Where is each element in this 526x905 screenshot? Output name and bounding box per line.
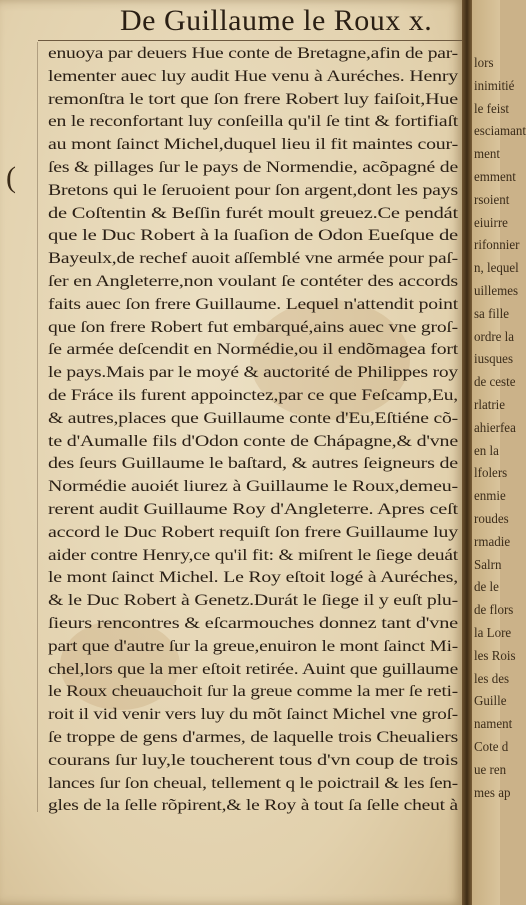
text-line: ſe troppe de gens d'armes, de laquelle trois Cheualiers	[48, 728, 458, 746]
text-line: remonſtra le tort que ſon frere Robert luy faiſoit,Hue	[48, 90, 458, 108]
facing-page-fragment: de ceste	[474, 373, 516, 390]
header-rule	[38, 40, 466, 41]
text-line: des ſeurs Guillaume le baſtard, & autres ſeigneurs de	[48, 455, 458, 473]
text-line: courans ſur luy,le toucherent tous d'vn coup de trois	[48, 751, 458, 769]
facing-page-fragment: les des	[474, 670, 510, 686]
facing-page-fragment: rmadie	[474, 533, 511, 550]
facing-page-fragment: esciamant	[474, 122, 526, 139]
text-line: le pays.Mais par le moyé & auctorité de Philippes roy	[48, 364, 459, 382]
facing-page-fragment: inimitié	[474, 77, 515, 94]
facing-page-fragment: mes ap	[474, 784, 511, 800]
facing-page-fragment: de le	[474, 578, 499, 595]
text-line: que ſon frere Robert fut embarqué,ains auec vne groſ-	[48, 318, 458, 336]
text-line: aider contre Henry,ce qu'il fit: & miſrent le ſiege deuát	[48, 546, 458, 564]
facing-page-fragment: le feist	[474, 100, 510, 116]
text-line: & le Duc Robert à Genetz.Durát le ſiege il y euſt plu-	[48, 592, 459, 610]
facing-page-fragment: eiuirre	[474, 214, 508, 230]
text-line: en le reconfortant luy conſeilla qu'il ſe tint & fortifiaſt	[48, 113, 458, 131]
text-line: Bretons qui le ſeruoient pour ſon argent,dont les pays	[48, 181, 458, 199]
text-line: chel,lors que la mer eſtoit retirée. Auint que guillaume	[48, 660, 458, 678]
facing-page-fragment: ordre la	[474, 328, 515, 344]
text-line: le Roux cheuauchoit ſur la greue comme la mer ſe reti-	[48, 683, 458, 701]
facing-page-fragment: rlatrie	[474, 396, 506, 413]
facing-page-edge	[472, 0, 526, 905]
text-line: rerent audit Guillaume Roy d'Angleterre. Apres ceſt	[48, 500, 458, 518]
text-line: Normédie auoiét liurez à Guillaume le Roux,demeu-	[48, 478, 458, 496]
running-head: De Guillaume le Roux x.	[120, 4, 433, 37]
facing-page-fragment: lfolers	[474, 464, 508, 481]
facing-page-fragment: Cote d	[474, 738, 509, 755]
facing-page-fragment: emment	[474, 168, 516, 185]
text-line: que le Duc Robert à la ſuaſion de Odon Eueſque de	[48, 227, 458, 245]
facing-page-fragment: la Lore	[474, 624, 512, 641]
facing-page-fragment: rifonnier	[474, 236, 520, 253]
facing-page-fragment: les Rois	[474, 647, 516, 664]
facing-page-fragment: de flors	[474, 601, 514, 618]
facing-page-text	[472, 52, 526, 804]
facing-page-fragment: iusques	[474, 350, 513, 367]
text-line: Bayeulx,de rechef auoit aſſemblé vne armée pour paſ-	[48, 250, 458, 268]
text-line: & autres,places que Guillaume conte d'Eu,Eſtiéne cõ-	[48, 409, 458, 427]
facing-page-fragment: sa fille	[474, 305, 510, 322]
margin-rule	[37, 42, 38, 812]
facing-page-fragment: roudes	[474, 510, 509, 527]
facing-page-fragment: n, lequel	[474, 259, 519, 276]
text-line: ſes & pillages ſur le pays de Normendie, acõpagné de	[48, 158, 458, 176]
facing-page-fragment: en la	[474, 442, 499, 458]
facing-page-fragment: rsoient	[474, 191, 510, 208]
facing-page-fragment: uillemes	[474, 282, 519, 299]
text-line: de Coſtentin & Beſſin furét moult greuez.Ce pendát	[48, 204, 458, 222]
facing-page-fragment: Salrn	[474, 556, 502, 572]
text-line: gles de la ſelle rõpirent,& le Roy à tout ſa ſelle cheut à	[48, 797, 459, 815]
text-line: ſer en Angleterre,non voulant ſe contéter des accords	[48, 272, 458, 290]
body-text	[48, 43, 472, 818]
facing-page-fragment: ahierfea	[474, 419, 516, 436]
text-line: ſieurs rencontres & eſcarmouches donnez tant d'vne	[48, 614, 458, 632]
facing-page-fragment: Guille	[474, 692, 507, 709]
text-line: ſe armée deſcendit en Normédie,ou il endõmagea fort	[48, 341, 458, 359]
text-line: lementer auec luy audit Hue venu à Auréches. Henry	[48, 67, 459, 85]
facing-page-fragment: ue ren	[474, 761, 507, 778]
text-line: roit il vid venir vers luy du mõt ſainct Michel vne groſ-	[48, 706, 458, 724]
book-gutter	[462, 0, 472, 905]
margin-mark: (	[6, 161, 16, 194]
text-line: au mont ſainct Michel,duquel lieu il fit maintes cour-	[48, 136, 459, 154]
facing-page-fragment: lors	[474, 54, 494, 71]
text-line: le mont ſainct Michel. Le Roy eſtoit logé à Auréches,	[48, 569, 458, 587]
text-line: lances ſur ſon cheual, tellement q le poictrail & les ſen-	[48, 774, 458, 792]
text-line: de Fráce ils furent appoinctez,par ce que Feſcamp,Eu,	[48, 386, 458, 404]
text-line: enuoya par deuers Hue conte de Bretagne,afin de par-	[48, 45, 458, 62]
facing-page-fragment: enmie	[474, 487, 506, 504]
text-line: accord le Duc Robert requiſt ſon frere Guillaume luy	[48, 523, 458, 541]
facing-page-fragment: nament	[474, 715, 513, 732]
text-line: faits auec ſon frere Guillaume. Lequel n'attendit point	[48, 295, 458, 313]
facing-page-fragment: ment	[474, 145, 500, 162]
text-line: te d'Aumalle fils d'Odon conte de Chápagne,& d'vne	[48, 432, 458, 450]
text-line: part que d'autre ſur la greue,enuiron le mont ſainct Mi-	[48, 637, 458, 655]
